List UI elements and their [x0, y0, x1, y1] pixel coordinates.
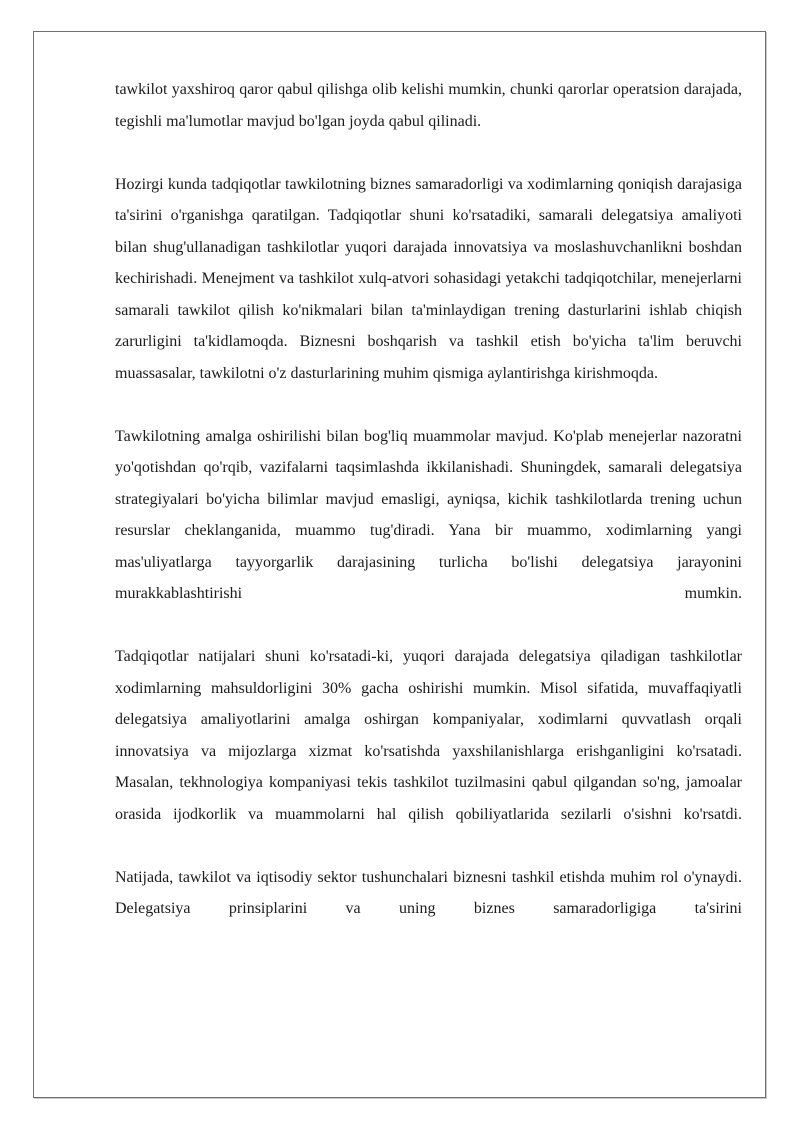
paragraph-3: Tawkilotning amalga oshirilishi bilan bog'liq muammolar mavjud. Ko'plab menejerlar nazoratni yo'qotishdan qo'rqib, vazifalarni taqsimlashda ikkilanishadi. Shuningdek, samarali delegatsiya strategiyalari bo'yicha bilimlar mavjud emasligi, ayniqsa, kichik tashkilotlarda trening uchun resurslar cheklanganida, muammo tug'diradi. Yana bir muammo, xodimlarning yangi mas'uliyatlarga tayyorgarlik darajasining turlicha bo'lishi delegatsiya jarayonini murakkablashtirishi mumkin. [115, 427, 742, 602]
paragraph-2: Hozirgi kunda tadqiqotlar tawkilotning biznes samaradorligi va xodimlarning qoniqish darajasiga ta'sirini o'rganishga qaratilgan. Tadqiqotlar shuni ko'rsatadiki, samarali delegatsiya amaliyoti bilan shug'ullanadigan tashkilotlar yuqori darajada innovatsiya va moslashuvchanlikni boshdan kechirishadi. Menejment va tashkilot xulq-atvori sohasidagi yetakchi tadqiqotchilar, menejerlarni samarali tawkilot qilish ko'nikmalari bilan ta'minlaydigan trening dasturlarini ishlab chiqish zarurligini ta'kidlamoqda. Biznesni boshqarish va tashkil etish bo'yicha ta'lim beruvchi muassasalar, tawkilotni o'z dasturlarining muhim qismiga aylantirishga kirishmoqda. [115, 175, 742, 382]
paragraph-5: Natijada, tawkilot va iqtisodiy sektor tushunchalari biznesni tashkil etishda muhim rol o'ynaydi. Delegatsiya prinsiplarini va uning biznes samaradorligiga ta'sirini [115, 868, 742, 917]
paragraph-1: tawkilot yaxshiroq qaror qabul qilishga olib kelishi mumkin, chunki qarorlar operatsion darajada, tegishli ma'lumotlar mavjud bo'lgan joyda qabul qilinadi. [115, 81, 742, 130]
paragraph-4: Tadqiqotlar natijalari shuni ko'rsatadi-ki, yuqori darajada delegatsiya qiladigan tashkilotlar xodimlarning mahsuldorligini 30% gacha oshirishi mumkin. Misol sifatida, muvaffaqiyatli delegatsiya amaliyotlarini amalga oshirgan kompaniyalar, xodimlarni quvvatlash orqali innovatsiya va mijozlarga xizmat ko'rsatishda yaxshilanishlarga erishganligini ko'rsatadi. Masalan, tekhnologiya kompaniyasi tekis tashkilot tuzilmasini qabul qilgandan so'ng, jamoalar orasida ijodkorlik va muammolarni hal qilish qobiliyatlarida sezilarli o'sishni ko'rsatdi. [115, 648, 742, 823]
document-body [115, 74, 742, 925]
